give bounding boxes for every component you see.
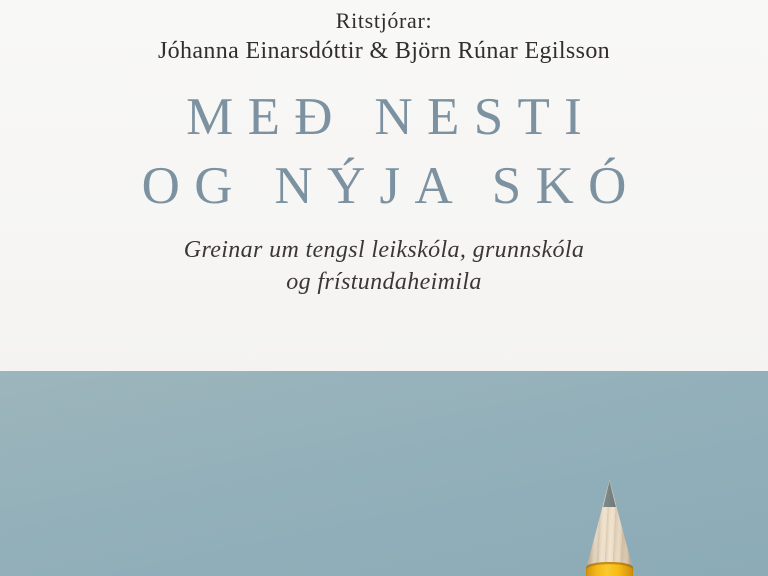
book-title-line1: MEÐ NESTI: [186, 88, 597, 146]
book-subtitle-line1: Greinar um tengsl leikskóla, grunnskóla: [183, 237, 585, 263]
editors-names: Jóhanna Einarsdóttir & Björn Rúnar Egilsson: [157, 38, 611, 64]
pencil-yellow-body: [586, 562, 633, 576]
pencil-graphite-tip: [585, 481, 634, 507]
editors-label: Ritstjórar:: [335, 8, 433, 33]
pencil-illustration: [585, 480, 634, 576]
book-subtitle-line2: og frístundaheimila: [286, 269, 482, 295]
cover-bottom-panel: [0, 371, 768, 576]
book-title: [0, 83, 768, 221]
book-subtitle: [0, 234, 768, 298]
book-title-line2: OG NÝJA SKÓ: [141, 157, 641, 215]
